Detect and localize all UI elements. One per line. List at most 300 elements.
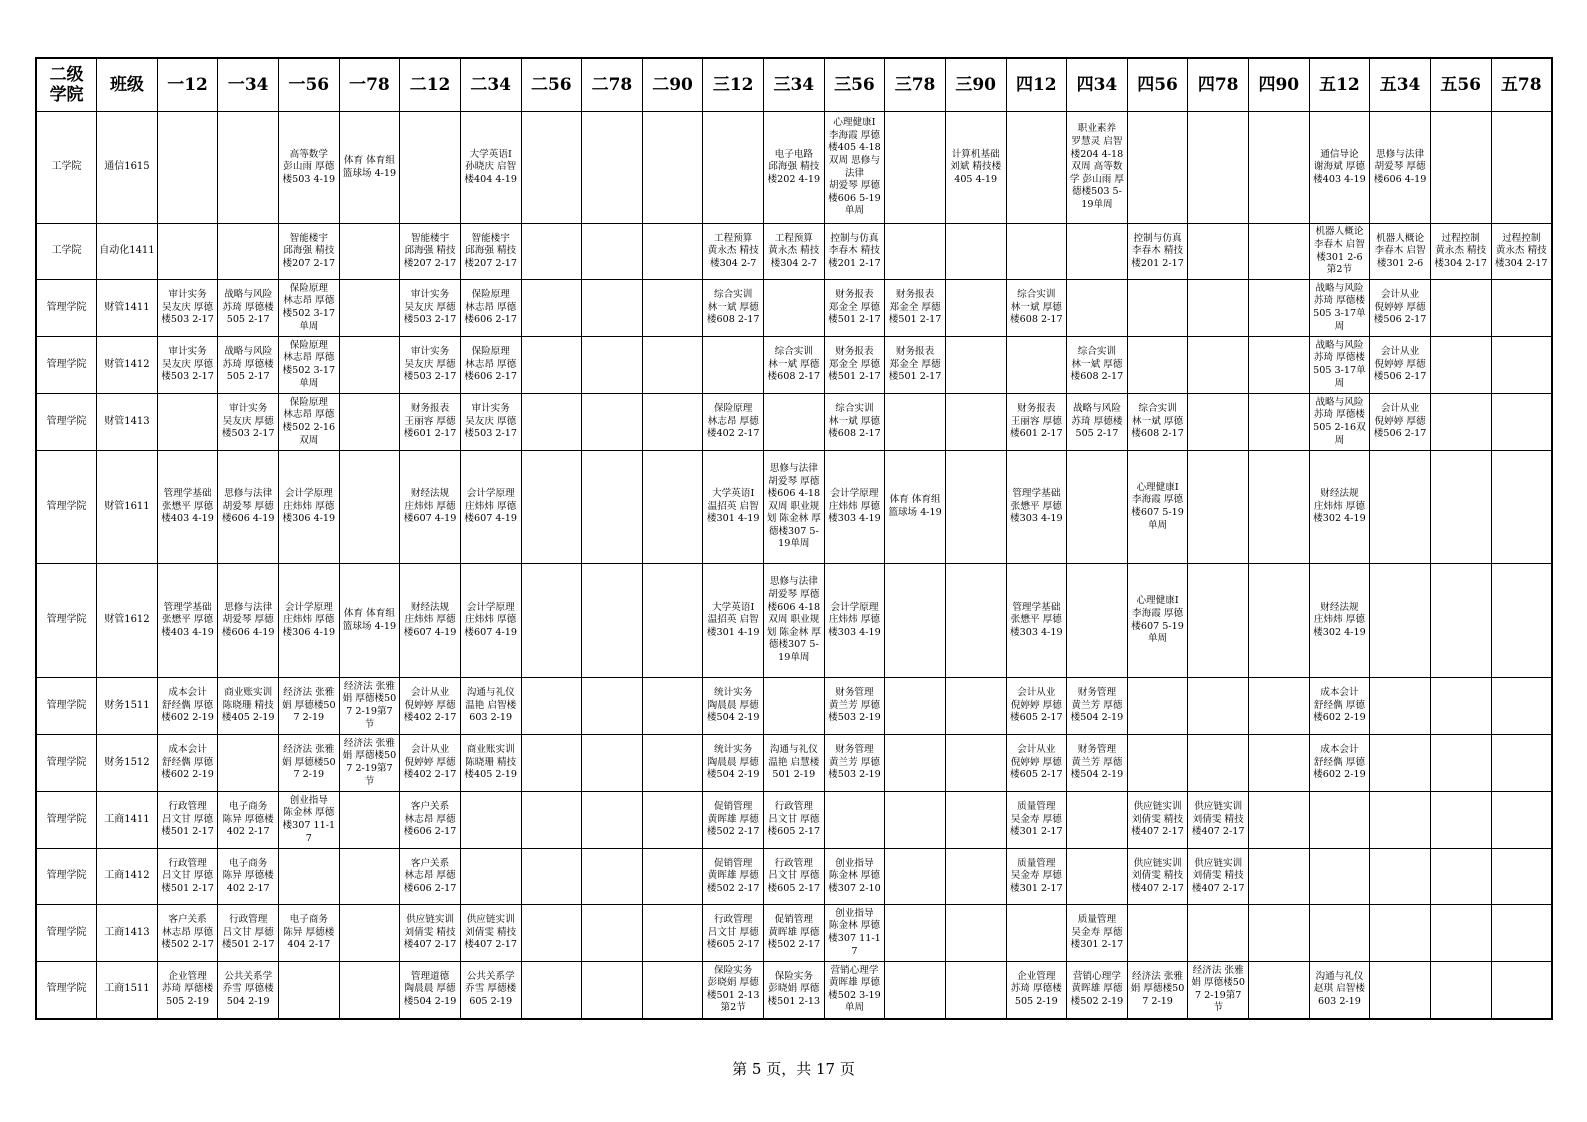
empty-cell (1067, 280, 1128, 337)
column-header-label: 班级 (109, 75, 144, 95)
course-cell: 心理健康Ⅰ 李海霞 厚德楼607 5-19单周 (1127, 451, 1188, 564)
empty-cell (945, 792, 1006, 849)
empty-cell (1370, 962, 1431, 1019)
course-cell: 大学英语Ⅰ 温招英 启智楼301 4-19 (703, 451, 764, 564)
empty-cell (1006, 905, 1067, 962)
course-cell: 会计学原理 庄炜炜 厚德楼607 4-19 (460, 564, 521, 678)
empty-cell (521, 564, 582, 678)
course-cell: 管理学基础 张懋平 厚德楼303 4-19 (1006, 564, 1067, 678)
column-header-label: 一78 (349, 75, 390, 95)
empty-cell (1249, 394, 1310, 451)
empty-cell (1491, 962, 1552, 1019)
course-cell: 沟通与礼仪 赵琪 启智楼603 2-19 (1309, 962, 1370, 1019)
column-header-slot (764, 58, 825, 112)
course-cell: 会计学原理 庄炜炜 厚德楼306 4-19 (279, 451, 340, 564)
column-header-slot (1006, 58, 1067, 112)
table-row (36, 962, 1552, 1019)
table-row (36, 337, 1552, 394)
course-cell: 行政管理 吕文甘 厚德楼605 2-17 (764, 792, 825, 849)
empty-cell (339, 905, 400, 962)
empty-cell (885, 735, 946, 792)
course-cell: 战略与风险 苏琦 厚德楼505 3-17单周 (1309, 337, 1370, 394)
empty-cell (339, 792, 400, 849)
course-cell: 财务管理 黄兰芳 厚德楼503 2-19 (824, 735, 885, 792)
course-cell: 战略与风险 苏琦 厚德楼505 2-17 (1067, 394, 1128, 451)
course-cell: 供应链实训 刘倩雯 精技楼407 2-17 (1127, 792, 1188, 849)
table-row (36, 394, 1552, 451)
empty-cell (521, 224, 582, 280)
course-cell: 企业管理 苏琦 厚德楼505 2-19 (1006, 962, 1067, 1019)
empty-cell (945, 905, 1006, 962)
course-cell: 公共关系学 乔雪 厚德楼605 2-19 (460, 962, 521, 1019)
course-cell: 管理学基础 张懋平 厚德楼403 4-19 (157, 564, 218, 678)
empty-cell (1491, 905, 1552, 962)
empty-cell (582, 112, 643, 224)
empty-cell (1491, 849, 1552, 905)
college-cell: 管理学院 (36, 280, 97, 337)
course-cell: 审计实务 吴友庆 厚德楼503 2-17 (157, 280, 218, 337)
empty-cell (703, 112, 764, 224)
empty-cell (1249, 564, 1310, 678)
empty-cell (1188, 337, 1249, 394)
column-header-label: 二90 (652, 75, 693, 95)
course-cell: 成本会计 舒经儁 厚德楼602 2-19 (157, 678, 218, 735)
empty-cell (824, 792, 885, 849)
course-cell: 体育 体育组 篮球场 4-19 (885, 451, 946, 564)
course-cell: 会计从业 倪婷婷 厚德楼605 2-17 (1006, 735, 1067, 792)
empty-cell (1249, 224, 1310, 280)
empty-cell (642, 905, 703, 962)
empty-cell (582, 735, 643, 792)
course-cell: 保险原理 林志昂 厚德楼502 3-17单周 (279, 280, 340, 337)
column-header-slot (642, 58, 703, 112)
course-cell: 保险原理 林志昂 厚德楼606 2-17 (460, 280, 521, 337)
course-cell: 会计从业 倪婷婷 厚德楼506 2-17 (1370, 337, 1431, 394)
course-cell: 机器人概论 李春木 启智楼301 2-6 (1370, 224, 1431, 280)
course-cell: 经济法 张雅娟 厚德楼507 2-19 (1127, 962, 1188, 1019)
college-cell: 管理学院 (36, 394, 97, 451)
course-cell: 沟通与礼仪 温艳 启慧楼501 2-19 (764, 735, 825, 792)
column-header-college (36, 58, 97, 112)
course-cell: 会计学原理 庄炜炜 厚德楼303 4-19 (824, 564, 885, 678)
empty-cell (1188, 280, 1249, 337)
class-cell: 通信1615 (97, 112, 158, 224)
empty-cell (945, 849, 1006, 905)
course-cell: 统计实务 陶晨晨 厚德楼504 2-19 (703, 735, 764, 792)
empty-cell (1249, 280, 1310, 337)
course-cell: 综合实训 林一斌 厚德楼608 2-17 (703, 280, 764, 337)
course-cell: 财务报表 郑金全 厚德楼501 2-17 (885, 337, 946, 394)
empty-cell (642, 564, 703, 678)
course-cell: 战略与风险 苏琦 厚德楼505 2-17 (218, 280, 279, 337)
empty-cell (218, 112, 279, 224)
empty-cell (521, 735, 582, 792)
column-header-label: 三78 (894, 75, 936, 95)
empty-cell (1430, 337, 1491, 394)
course-cell: 行政管理 吕文甘 厚德楼501 2-17 (157, 849, 218, 905)
column-header-slot (824, 58, 885, 112)
empty-cell (1127, 112, 1188, 224)
column-header-slot (339, 58, 400, 112)
empty-cell (339, 394, 400, 451)
college-cell: 管理学院 (36, 849, 97, 905)
table-row (36, 280, 1552, 337)
course-cell: 审计实务 吴友庆 厚德楼503 2-17 (157, 337, 218, 394)
empty-cell (885, 905, 946, 962)
empty-cell (339, 962, 400, 1019)
empty-cell (521, 792, 582, 849)
class-cell: 工商1511 (97, 962, 158, 1019)
course-cell: 通信导论 谢海斌 厚德楼403 4-19 (1309, 112, 1370, 224)
empty-cell (1006, 337, 1067, 394)
empty-cell (1491, 280, 1552, 337)
empty-cell (764, 280, 825, 337)
class-cell: 财管1611 (97, 451, 158, 564)
course-cell: 公共关系学 乔雪 厚德楼504 2-19 (218, 962, 279, 1019)
course-cell: 行政管理 吕文甘 厚德楼605 2-17 (703, 905, 764, 962)
empty-cell (945, 224, 1006, 280)
college-cell: 管理学院 (36, 792, 97, 849)
course-cell: 电子商务 陈异 厚德楼402 2-17 (218, 849, 279, 905)
empty-cell (642, 849, 703, 905)
table-row (36, 735, 1552, 792)
course-cell: 会计从业 倪婷婷 厚德楼605 2-17 (1006, 678, 1067, 735)
empty-cell (642, 678, 703, 735)
empty-cell (1370, 564, 1431, 678)
empty-cell (1430, 792, 1491, 849)
course-cell: 营销心理学 黄晖雄 厚德楼502 3-19单周 (824, 962, 885, 1019)
column-header-slot (582, 58, 643, 112)
course-cell: 保险原理 林志昂 厚德楼502 3-17单周 (279, 337, 340, 394)
column-header-slot (157, 58, 218, 112)
empty-cell (582, 962, 643, 1019)
column-header-slot (279, 58, 340, 112)
empty-cell (521, 451, 582, 564)
empty-cell (1249, 849, 1310, 905)
empty-cell (1249, 735, 1310, 792)
course-cell: 促销管理 黄晖雄 厚德楼502 2-17 (764, 905, 825, 962)
course-cell: 会计从业 倪婷婷 厚德楼506 2-17 (1370, 280, 1431, 337)
empty-cell (1127, 905, 1188, 962)
course-cell: 供应链实训 刘倩雯 精技楼407 2-17 (1188, 792, 1249, 849)
course-cell: 保险实务 彭晓娟 厚德楼501 2-13 (764, 962, 825, 1019)
course-cell: 会计学原理 庄炜炜 厚德楼306 4-19 (279, 564, 340, 678)
college-cell: 工学院 (36, 224, 97, 280)
empty-cell (1370, 735, 1431, 792)
college-cell: 管理学院 (36, 451, 97, 564)
table-row (36, 451, 1552, 564)
empty-cell (885, 849, 946, 905)
course-cell: 供应链实训 刘倩雯 精技楼407 2-17 (460, 905, 521, 962)
empty-cell (521, 905, 582, 962)
column-header-label: 一12 (167, 75, 208, 95)
empty-cell (400, 112, 461, 224)
empty-cell (1491, 337, 1552, 394)
column-header-class (97, 58, 158, 112)
empty-cell (521, 678, 582, 735)
column-header-label: 二级学院 (49, 65, 84, 105)
class-cell: 工商1413 (97, 905, 158, 962)
empty-cell (1430, 905, 1491, 962)
college-cell: 管理学院 (36, 905, 97, 962)
empty-cell (1491, 394, 1552, 451)
empty-cell (521, 337, 582, 394)
course-cell: 工程预算 黄永杰 精技楼304 2-7 (764, 224, 825, 280)
empty-cell (945, 394, 1006, 451)
empty-cell (642, 792, 703, 849)
column-header-label: 二56 (530, 75, 572, 95)
empty-cell (945, 337, 1006, 394)
empty-cell (339, 451, 400, 564)
college-cell: 管理学院 (36, 678, 97, 735)
column-header-label: 四34 (1076, 75, 1118, 95)
empty-cell (885, 678, 946, 735)
empty-cell (945, 735, 1006, 792)
course-cell: 计算机基础 刘斌 精技楼405 4-19 (945, 112, 1006, 224)
column-header-slot (703, 58, 764, 112)
course-cell: 质量管理 吴金寿 厚德楼301 2-17 (1006, 792, 1067, 849)
empty-cell (157, 224, 218, 280)
course-cell: 商业账实训 陈晓珊 精技楼405 2-19 (218, 678, 279, 735)
empty-cell (1006, 112, 1067, 224)
course-cell: 会计从业 倪婷婷 厚德楼402 2-17 (400, 735, 461, 792)
empty-cell (1127, 280, 1188, 337)
column-header-slot (1370, 58, 1431, 112)
empty-cell (582, 905, 643, 962)
course-cell: 思修与法律 胡爱琴 厚德楼606 4-18双周 职业规划 陈金林 厚德楼307 5-19单周 (764, 564, 825, 678)
empty-cell (1370, 792, 1431, 849)
empty-cell (339, 337, 400, 394)
column-header-label: 三12 (712, 75, 754, 95)
empty-cell (521, 280, 582, 337)
column-header-label: 一34 (227, 75, 269, 95)
column-header-slot (885, 58, 946, 112)
class-cell: 工商1411 (97, 792, 158, 849)
column-header-label: 三90 (955, 75, 997, 95)
empty-cell (642, 280, 703, 337)
course-cell: 质量管理 吴金寿 厚德楼301 2-17 (1006, 849, 1067, 905)
class-cell: 财管1413 (97, 394, 158, 451)
empty-cell (642, 112, 703, 224)
column-header-label: 一56 (288, 75, 330, 95)
empty-cell (885, 112, 946, 224)
empty-cell (582, 849, 643, 905)
empty-cell (521, 962, 582, 1019)
course-cell: 综合实训 林一斌 厚德楼608 2-17 (1006, 280, 1067, 337)
course-cell: 思修与法律 胡爱琴 厚德楼606 4-19 (218, 451, 279, 564)
course-cell: 心理健康Ⅰ 李海霞 厚德楼405 4-18双周 思修与法律 胡爱琴 厚德楼606 5-19单周 (824, 112, 885, 224)
course-cell: 财经法规 庄炜炜 厚德楼302 4-19 (1309, 451, 1370, 564)
column-header-slot (1430, 58, 1491, 112)
empty-cell (1188, 112, 1249, 224)
college-cell: 管理学院 (36, 962, 97, 1019)
empty-cell (642, 962, 703, 1019)
course-cell: 供应链实训 刘倩雯 精技楼407 2-17 (1188, 849, 1249, 905)
empty-cell (582, 678, 643, 735)
course-cell: 创业指导 陈金林 厚德楼307 11-17 (279, 792, 340, 849)
table-row (36, 849, 1552, 905)
course-cell: 成本会计 舒经儁 厚德楼602 2-19 (157, 735, 218, 792)
course-cell: 思修与法律 胡爱琴 厚德楼606 4-19 (218, 564, 279, 678)
course-cell: 促销管理 黄晖雄 厚德楼502 2-17 (703, 792, 764, 849)
empty-cell (1127, 678, 1188, 735)
empty-cell (1188, 735, 1249, 792)
column-header-slot (1127, 58, 1188, 112)
class-cell: 财务1512 (97, 735, 158, 792)
empty-cell (582, 394, 643, 451)
table-row (36, 905, 1552, 962)
course-cell: 质量管理 吴金寿 厚德楼301 2-17 (1067, 905, 1128, 962)
column-header-label: 四12 (1015, 75, 1057, 95)
course-cell: 过程控制 黄永杰 精技楼304 2-17 (1430, 224, 1491, 280)
empty-cell (1006, 224, 1067, 280)
course-cell: 会计从业 倪婷婷 厚德楼402 2-17 (400, 678, 461, 735)
empty-cell (1249, 962, 1310, 1019)
course-cell: 行政管理 吕文甘 厚德楼605 2-17 (764, 849, 825, 905)
empty-cell (1249, 905, 1310, 962)
course-cell: 大学英语Ⅰ 温招英 启智楼301 4-19 (703, 564, 764, 678)
empty-cell (1249, 792, 1310, 849)
course-cell: 电子电路 邱海强 精技楼202 4-19 (764, 112, 825, 224)
column-header-label: 四78 (1197, 75, 1239, 95)
class-cell: 财管1612 (97, 564, 158, 678)
table-row (36, 224, 1552, 280)
course-cell: 会计学原理 庄炜炜 厚德楼303 4-19 (824, 451, 885, 564)
course-cell: 财经法规 庄炜炜 厚德楼607 4-19 (400, 564, 461, 678)
table-row (36, 792, 1552, 849)
empty-cell (1188, 394, 1249, 451)
empty-cell (1188, 451, 1249, 564)
course-cell: 保险实务 彭晓娟 厚德楼501 2-13第2节 (703, 962, 764, 1019)
course-cell: 综合实训 林一斌 厚德楼608 2-17 (824, 394, 885, 451)
empty-cell (339, 280, 400, 337)
course-cell: 体育 体育组 篮球场 4-19 (339, 564, 400, 678)
course-cell: 战略与风险 苏琦 厚德楼505 2-17 (218, 337, 279, 394)
course-cell: 管理学基础 张懋平 厚德楼403 4-19 (157, 451, 218, 564)
empty-cell (885, 564, 946, 678)
empty-cell (1430, 280, 1491, 337)
college-cell: 工学院 (36, 112, 97, 224)
course-cell: 行政管理 吕文甘 厚德楼501 2-17 (157, 792, 218, 849)
empty-cell (642, 394, 703, 451)
course-cell: 管理学基础 张懋平 厚德楼303 4-19 (1006, 451, 1067, 564)
empty-cell (1067, 792, 1128, 849)
empty-cell (521, 394, 582, 451)
course-cell: 成本会计 舒经儁 厚德楼602 2-19 (1309, 678, 1370, 735)
column-header-slot (945, 58, 1006, 112)
empty-cell (1370, 905, 1431, 962)
class-cell: 自动化1411 (97, 224, 158, 280)
course-cell: 审计实务 吴友庆 厚德楼503 2-17 (400, 337, 461, 394)
course-cell: 财务管理 黄兰芳 厚德楼504 2-19 (1067, 735, 1128, 792)
course-cell: 战略与风险 苏琦 厚德楼505 3-17单周 (1309, 280, 1370, 337)
header-row (36, 58, 1552, 112)
empty-cell (1370, 678, 1431, 735)
column-header-slot (400, 58, 461, 112)
empty-cell (642, 224, 703, 280)
column-header-label: 三56 (834, 75, 875, 95)
course-cell: 财经法规 庄炜炜 厚德楼607 4-19 (400, 451, 461, 564)
empty-cell (945, 280, 1006, 337)
course-cell: 高等数学 彭山雨 厚德楼503 4-19 (279, 112, 340, 224)
course-cell: 会计从业 倪婷婷 厚德楼506 2-17 (1370, 394, 1431, 451)
empty-cell (1491, 678, 1552, 735)
empty-cell (1430, 451, 1491, 564)
empty-cell (1491, 792, 1552, 849)
empty-cell (1309, 905, 1370, 962)
empty-cell (1067, 224, 1128, 280)
course-cell: 控制与仿真 李春木 精技楼201 2-17 (824, 224, 885, 280)
table-row (36, 678, 1552, 735)
empty-cell (582, 280, 643, 337)
course-cell: 创业指导 陈金林 厚德楼307 2-10 (824, 849, 885, 905)
course-cell: 审计实务 吴友庆 厚德楼503 2-17 (400, 280, 461, 337)
column-header-label: 二12 (409, 75, 451, 95)
page-footer: 第 5 页，共 17 页 (732, 1060, 855, 1078)
course-cell: 财经法规 庄炜炜 厚德楼302 4-19 (1309, 564, 1370, 678)
column-header-slot (460, 58, 521, 112)
empty-cell (1430, 394, 1491, 451)
empty-cell (1127, 337, 1188, 394)
course-cell: 财务报表 王丽容 厚德楼601 2-17 (1006, 394, 1067, 451)
course-cell: 经济法 张雅娟 厚德楼507 2-19第7节 (339, 678, 400, 735)
course-cell: 经济法 张雅娟 厚德楼507 2-19 (279, 678, 340, 735)
empty-cell (1430, 735, 1491, 792)
empty-cell (279, 962, 340, 1019)
course-cell: 统计实务 陶晨晨 厚德楼504 2-19 (703, 678, 764, 735)
empty-cell (1249, 337, 1310, 394)
empty-cell (885, 394, 946, 451)
course-cell: 综合实训 林一斌 厚德楼608 2-17 (1067, 337, 1128, 394)
column-header-slot (1491, 58, 1552, 112)
empty-cell (1188, 678, 1249, 735)
empty-cell (1430, 678, 1491, 735)
empty-cell (642, 337, 703, 394)
course-cell: 体育 体育组 篮球场 4-19 (339, 112, 400, 224)
empty-cell (339, 849, 400, 905)
empty-cell (945, 564, 1006, 678)
empty-cell (1127, 735, 1188, 792)
class-cell: 财管1411 (97, 280, 158, 337)
class-cell: 财管1412 (97, 337, 158, 394)
course-cell: 思修与法律 胡爱琴 厚德楼606 4-18双周 职业规划 陈金林 厚德楼307 5-19单周 (764, 451, 825, 564)
empty-cell (1188, 905, 1249, 962)
course-cell: 商业账实训 陈晓珊 精技楼405 2-19 (460, 735, 521, 792)
empty-cell (1430, 112, 1491, 224)
empty-cell (703, 337, 764, 394)
course-cell: 保险原理 林志昂 厚德楼402 2-17 (703, 394, 764, 451)
course-cell: 会计学原理 庄炜炜 厚德楼607 4-19 (460, 451, 521, 564)
empty-cell (945, 451, 1006, 564)
course-cell: 智能楼宇 邱海强 精技楼207 2-17 (400, 224, 461, 280)
empty-cell (1370, 451, 1431, 564)
course-cell: 财务报表 郑金全 厚德楼501 2-17 (885, 280, 946, 337)
empty-cell (642, 451, 703, 564)
column-header-slot (1067, 58, 1128, 112)
column-header-slot (1188, 58, 1249, 112)
course-cell: 经济法 张雅娟 厚德楼507 2-19第7节 (1188, 962, 1249, 1019)
empty-cell (885, 962, 946, 1019)
course-cell: 经济法 张雅娟 厚德楼507 2-19 (279, 735, 340, 792)
course-cell: 职业素养 罗慧灵 启智楼204 4-18双周 高等数学 彭山雨 厚德楼503 5-19单周 (1067, 112, 1128, 224)
course-cell: 工程预算 黄永杰 精技楼304 2-7 (703, 224, 764, 280)
course-cell: 经济法 张雅娟 厚德楼507 2-19第7节 (339, 735, 400, 792)
empty-cell (1067, 849, 1128, 905)
college-cell: 管理学院 (36, 337, 97, 394)
empty-cell (1249, 112, 1310, 224)
column-header-label: 三34 (773, 75, 815, 95)
course-cell: 供应链实训 刘倩雯 精技楼407 2-17 (1127, 849, 1188, 905)
